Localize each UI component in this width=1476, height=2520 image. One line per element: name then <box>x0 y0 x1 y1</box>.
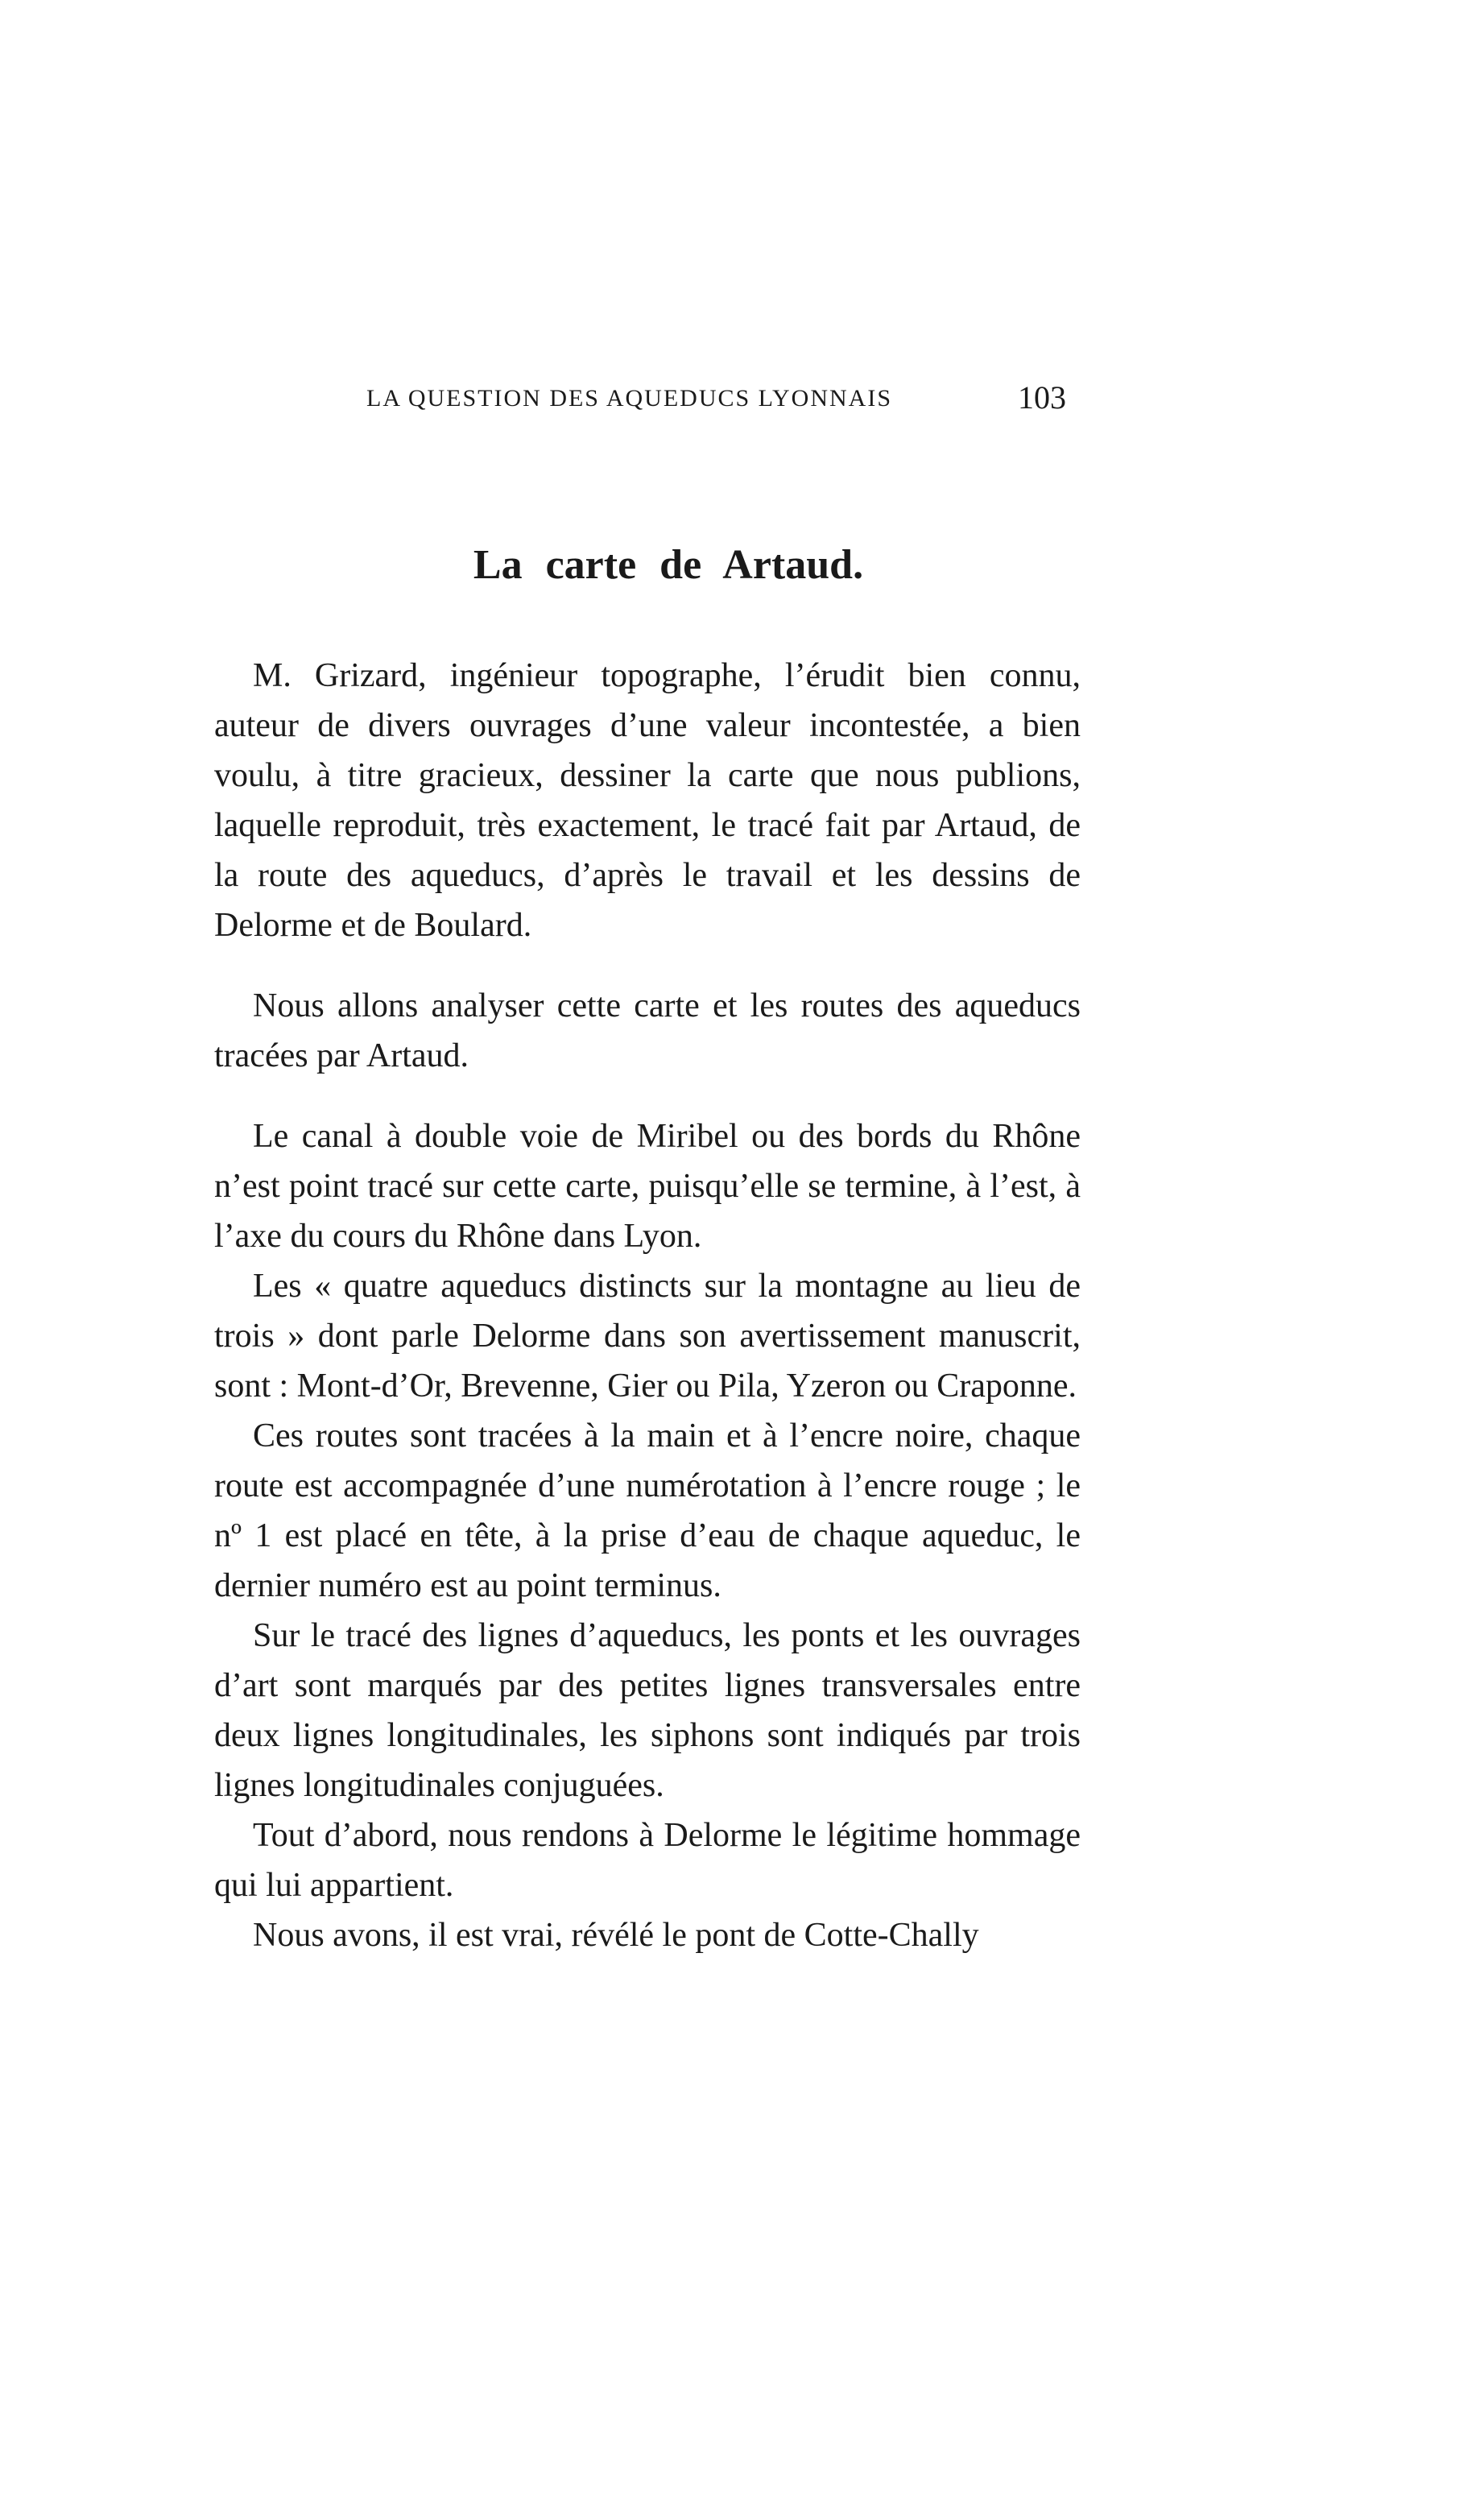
paragraph: Les « quatre aqueducs distincts sur la montagne au lieu de trois » dont parle Delorme dans son avertissement manuscrit, sont : Mont-d’Or, Brevenne, Gier ou Pila, Yzeron ou Craponne. <box>214 1268 1081 1405</box>
paragraph: M. Grizard, ingénieur topographe, l’érudit bien connu, auteur de divers ouvrages d’une valeur incontestée, a bien voulu, à titre gracieux, dessiner la carte que nous publions, laquelle reproduit, très exactement, le tracé fait par Artaud, de la route des aqueducs, d’après le travail et les dessins de Delorme et de Boulard. <box>214 657 1081 944</box>
paragraph: Nous allons analyser cette carte et les routes des aqueducs tracées par Artaud. <box>214 987 1081 1074</box>
paragraph: Le canal à double voie de Miribel ou des bords du Rhône n’est point tracé sur cette carte, puisqu’elle se termine, à l’est, à l’axe du cours du Rhône dans Lyon. <box>214 1118 1081 1255</box>
page-number: 103 <box>1018 379 1066 416</box>
paragraph: Tout d’abord, nous rendons à Delorme le légitime hommage qui lui appartient. <box>214 1817 1081 1904</box>
section-title: La carte de Artaud. <box>473 542 864 588</box>
running-head: LA QUESTION DES AQUEDUCS LYONNAIS <box>366 385 893 412</box>
paragraph: Ces routes sont tracées à la main et à l’encre noire, chaque route est accompagnée d’une numérotation à l’encre rouge ; le nº 1 est placé en tête, à la prise d’eau de chaque aqueduc, le dernier numéro est au point terminus. <box>214 1417 1081 1604</box>
paragraph: Sur le tracé des lignes d’aqueducs, les ponts et les ouvrages d’art sont marqués par des petites lignes transversales entre deux lignes longitudinales, les siphons sont indiqués par trois lignes longitudinales conjuguées. <box>214 1617 1081 1804</box>
paragraph: Nous avons, il est vrai, révélé le pont de Cotte-Chally <box>253 1917 979 1954</box>
body-text <box>214 651 1081 1960</box>
